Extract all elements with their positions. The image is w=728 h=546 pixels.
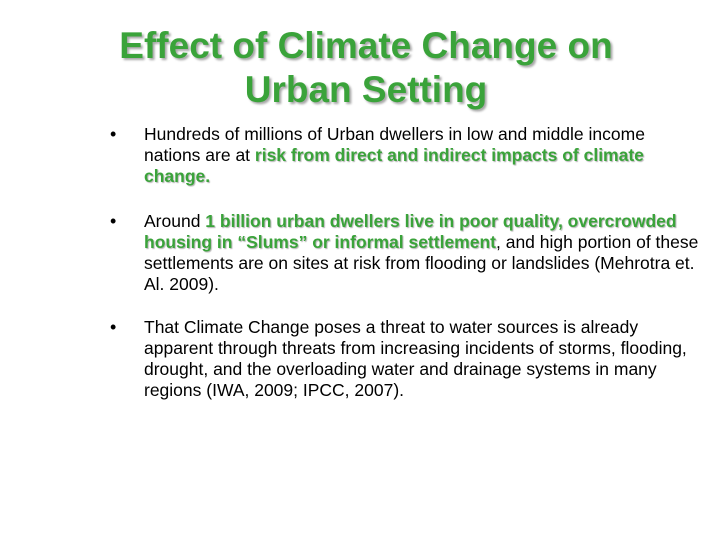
bullet-2-text-end: , and high portion of these settlements are on sites at risk from flooding or landslides (Mehrotra et. Al. 2009).: [144, 232, 699, 294]
bullet-3-text: That Climate Change poses a threat to water sources is already apparent through threats from increasing incidents of storms, flooding, drought, and the overloading water and drainage systems in many regions (IWA, 2009; IPCC, 2007).: [144, 317, 687, 400]
bullet-item-2: [110, 211, 700, 295]
title-line-1: Effect of Climate Change on: [119, 25, 613, 66]
bullet-2-highlight: 1 billion urban dwellers live in poor quality, overcrowded housing in “Slums” or informal settlement: [144, 211, 677, 252]
bullet-marker: •: [110, 124, 117, 144]
bullet-2-text-start: Around: [144, 211, 206, 231]
bullet-1-highlight: risk from direct and indirect impacts of climate change.: [144, 145, 644, 186]
title-line-2: Urban Setting: [244, 69, 488, 110]
bullet-marker: •: [110, 317, 117, 337]
bullet-item-3: [110, 317, 700, 401]
slide-title: [40, 24, 692, 112]
bullet-list: [110, 124, 700, 425]
bullet-1-text: Hundreds of millions of Urban dwellers in low and middle income nations are at: [144, 124, 645, 165]
bullet-item-1: [110, 124, 700, 187]
bullet-marker: •: [110, 211, 117, 231]
